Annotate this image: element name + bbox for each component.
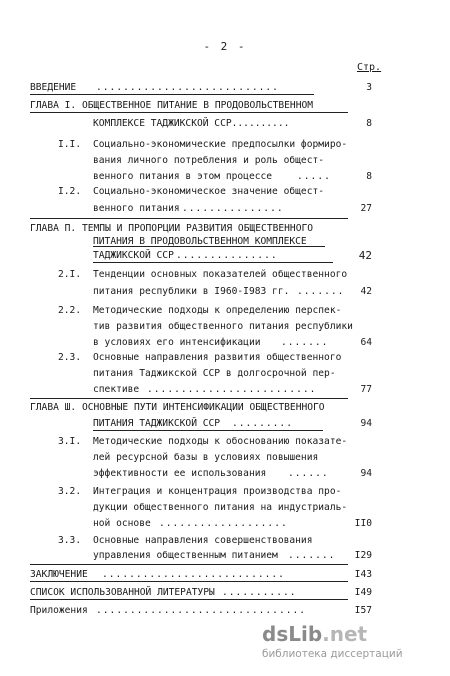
underline <box>93 246 325 247</box>
divider <box>30 398 348 399</box>
page-number: - 2 - <box>203 40 247 53</box>
toc-title-bibliography: СПИСОК ИСПОЛЬЗОВАННОЙ ЛИТЕРАТУРЫ <box>30 587 215 598</box>
toc-section-number: 2.2. <box>58 305 82 316</box>
toc-section-line-2: лей ресурсной базы в условиях повышения <box>93 452 319 463</box>
toc-dots: ....... <box>297 286 345 297</box>
underline <box>93 262 333 263</box>
toc-section-number: 2.I. <box>58 269 82 280</box>
toc-section-line-3: венного питания в этом процессе <box>93 171 273 182</box>
toc-chapter-2-line-3: ТАДЖИКСКОЙ ССР <box>93 250 174 261</box>
toc-page-section-3-3: I29 <box>354 550 372 561</box>
toc-section-number: 2.3. <box>58 352 82 363</box>
toc-page-chapter-1: 8 <box>366 118 372 129</box>
toc-dots: ...... <box>288 468 329 479</box>
toc-chapter-3-line-1: ГЛАВА Ш. ОСНОВНЫЕ ПУТИ ИНТЕНСИФИКАЦИИ ОБЩЕСТВЕННОГО <box>30 402 325 413</box>
toc-dots: ........... <box>222 587 297 598</box>
toc-title-introduction: ВВЕДЕНИЕ <box>30 82 77 93</box>
toc-section-line-3: ной основе <box>93 518 151 529</box>
toc-section-line-1: Интеграция и концентрация производства про- <box>93 486 342 497</box>
toc-section-number: 3.3. <box>58 535 82 546</box>
toc-section-line-1: Методические подходы к определению перспек- <box>93 305 342 316</box>
toc-section-line-1: Социально-экономические предпосылки формиро- <box>93 139 348 150</box>
toc-section-line-3: эффективности ее использования <box>93 468 267 479</box>
toc-dots: ........................... <box>96 82 279 93</box>
toc-page-section-2-3: 77 <box>360 384 372 395</box>
toc-chapter-3-line-2: ПИТАНИЯ ТАДЖИКСКОЙ ССР <box>93 418 221 429</box>
toc-section-line-2: управления общественным питанием <box>93 550 278 561</box>
toc-title-appendix: Приложения <box>30 605 88 616</box>
divider <box>30 599 348 600</box>
toc-dots: ............................... <box>96 605 307 616</box>
toc-page-appendix: I57 <box>354 605 372 616</box>
toc-section-line-1: Основные направления совершенствования <box>93 535 313 546</box>
toc-dots: ........................... <box>102 569 285 580</box>
toc-section-line-2: питания Таджикской ССР в долгосрочной пер- <box>93 368 336 379</box>
toc-chapter-2-line-2: ПИТАНИЯ В ПРОДОВОЛЬСТВЕННОМ КОМПЛЕКСЕ <box>93 236 307 247</box>
toc-section-number: I.2. <box>58 186 82 197</box>
toc-chapter-1-line-1: ГЛАВА I. ОБЩЕСТВЕННОЕ ПИТАНИЕ В ПРОДОВОЛЬСТВЕННОМ <box>30 100 314 111</box>
toc-dots: ..... <box>297 171 331 182</box>
toc-section-line-2: тив развития общественного питания республики <box>93 321 353 332</box>
toc-section-line-1: Социально-экономическое значение общест- <box>93 186 325 197</box>
dslib-logo: dsLib.net <box>262 622 368 646</box>
divider <box>30 581 348 582</box>
underline <box>93 430 323 431</box>
toc-chapter-2-line-1: ГЛАВА П. ТЕМПЫ И ПРОПОРЦИИ РАЗВИТИЯ ОБЩЕСТВЕННОГО <box>30 223 314 234</box>
toc-page-bibliography: I49 <box>354 587 372 598</box>
toc-section-line-3: спективе <box>93 384 140 395</box>
toc-page-introduction: 3 <box>366 82 372 93</box>
toc-page-section-2-2: 64 <box>360 337 372 348</box>
toc-section-line-2: венного питания <box>93 203 180 214</box>
toc-page-section-2-1: 42 <box>360 286 372 297</box>
dslib-subtitle: библиотека диссертаций <box>262 648 403 660</box>
toc-dots: ......................... <box>147 384 317 395</box>
toc-section-line-2: питания республики в I960-I983 гг. <box>93 286 290 297</box>
toc-section-line-2: вания личного потребления и роль общест- <box>93 155 325 166</box>
toc-dots: ....... <box>281 337 329 348</box>
toc-dots: ............... <box>176 250 278 261</box>
page-column-label: Стр. <box>357 62 382 73</box>
toc-page-section-1-1: 8 <box>366 171 372 182</box>
toc-page-section-3-2: II0 <box>354 518 372 529</box>
dslib-watermark <box>262 622 447 660</box>
divider <box>30 94 314 95</box>
toc-section-line-1: Методические подходы к обоснованию показате- <box>93 436 348 447</box>
divider <box>30 218 348 219</box>
toc-section-number: 3.I. <box>58 436 82 447</box>
toc-dots: ................... <box>159 518 288 529</box>
toc-section-line-3: в условиях его интенсификации <box>93 337 261 348</box>
toc-title-conclusion: ЗАКЛЮЧЕНИЕ <box>30 569 88 580</box>
toc-page-chapter-3: 94 <box>360 418 372 429</box>
toc-page-conclusion: I43 <box>354 569 372 580</box>
toc-page-chapter-2: 42 <box>358 249 372 262</box>
toc-dots: ............... <box>182 203 284 214</box>
toc-dots: ....... <box>288 550 336 561</box>
toc-section-number: 3.2. <box>58 486 82 497</box>
toc-page-section-3-1: 94 <box>360 468 372 479</box>
toc-section-line-1: Основные направления развития общественного <box>93 352 342 363</box>
toc-section-line-2: дукции общественного питания на индустриаль- <box>93 502 348 513</box>
toc-page-section-1-2: 27 <box>360 203 372 214</box>
toc-dots: ......... <box>232 418 293 429</box>
toc-section-line-1: Тенденции основных показателей общественного <box>93 269 348 280</box>
toc-section-number: I.I. <box>58 139 82 150</box>
divider <box>30 564 348 565</box>
toc-chapter-1-line-2: КОМПЛЕКСЕ ТАДЖИКСКОЙ ССР.......... <box>93 118 290 129</box>
divider <box>30 112 348 113</box>
